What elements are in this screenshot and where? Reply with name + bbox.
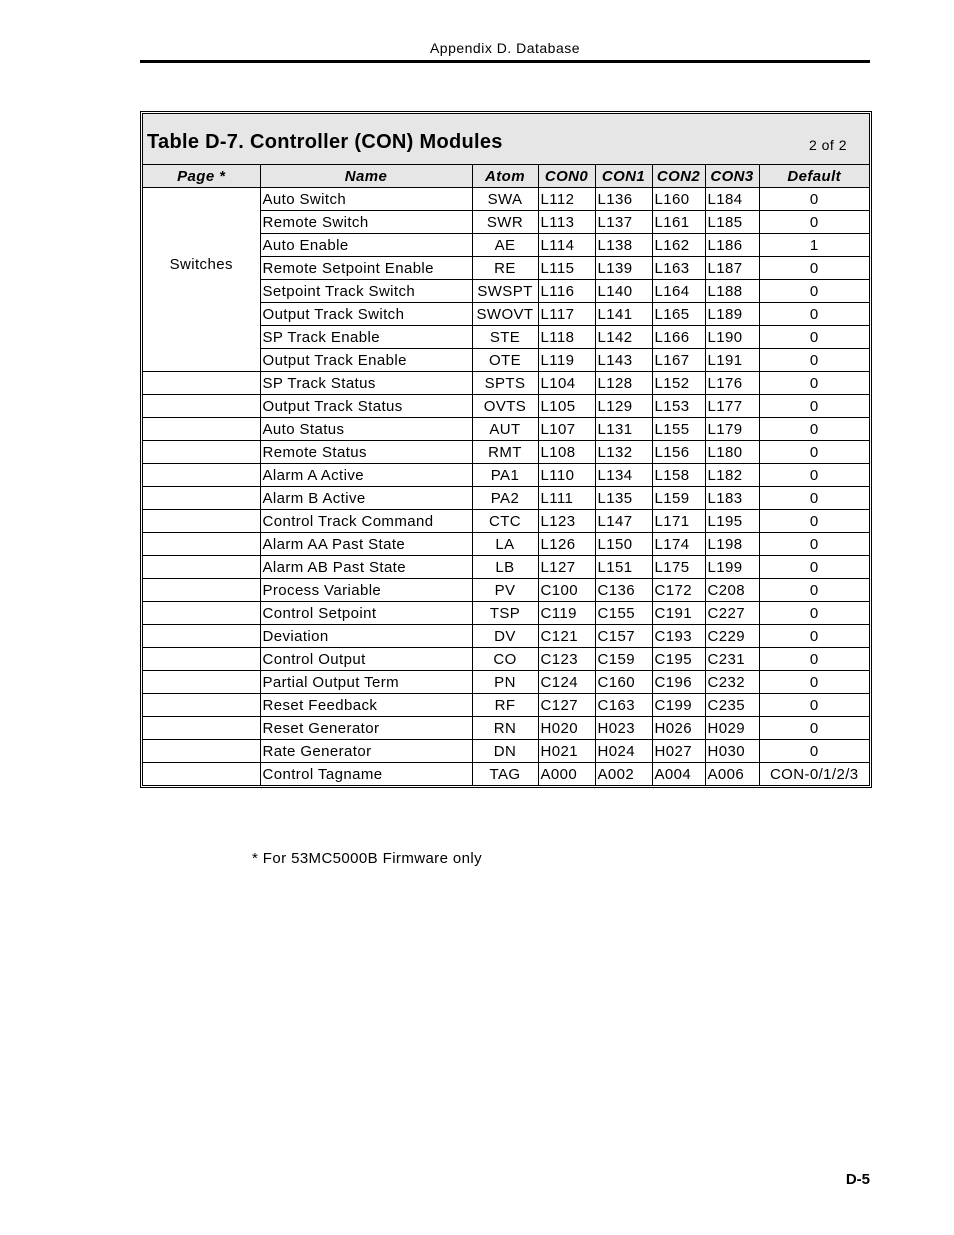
row-con2: L158 <box>652 464 705 487</box>
row-default: 0 <box>759 740 869 763</box>
row-con3: C229 <box>705 625 759 648</box>
row-default: 0 <box>759 395 869 418</box>
row-con2: C195 <box>652 648 705 671</box>
row-name: Control Tagname <box>260 763 472 786</box>
table-row <box>143 579 869 602</box>
row-default: 0 <box>759 510 869 533</box>
table-title: Table D-7. Controller (CON) Modules <box>147 131 503 153</box>
row-default: 0 <box>759 487 869 510</box>
table-row <box>143 625 869 648</box>
row-atom: AE <box>472 234 538 257</box>
row-con2: L175 <box>652 556 705 579</box>
row-atom: PV <box>472 579 538 602</box>
row-con1: L129 <box>595 395 652 418</box>
row-page <box>143 694 260 717</box>
row-con0: L118 <box>538 326 595 349</box>
row-con0: C123 <box>538 648 595 671</box>
row-atom: PA1 <box>472 464 538 487</box>
row-atom: SPTS <box>472 372 538 395</box>
row-con2: L161 <box>652 211 705 234</box>
row-con3: L198 <box>705 533 759 556</box>
column-header-con0: CON0 <box>538 165 595 188</box>
table-row <box>143 510 869 533</box>
row-default: CON-0/1/2/3 <box>759 763 869 786</box>
table-row <box>143 602 869 625</box>
row-con3: L185 <box>705 211 759 234</box>
row-con0: L108 <box>538 441 595 464</box>
row-default: 0 <box>759 418 869 441</box>
row-con0: H021 <box>538 740 595 763</box>
row-con0: C121 <box>538 625 595 648</box>
row-con1: L139 <box>595 257 652 280</box>
row-con3: L182 <box>705 464 759 487</box>
row-default: 0 <box>759 257 869 280</box>
footnote: * For 53MC5000B Firmware only <box>252 850 483 867</box>
row-con1: L147 <box>595 510 652 533</box>
row-atom: OVTS <box>472 395 538 418</box>
row-con2: L167 <box>652 349 705 372</box>
row-con2: L152 <box>652 372 705 395</box>
table-header-row <box>143 165 869 188</box>
row-con1: C163 <box>595 694 652 717</box>
row-page <box>143 395 260 418</box>
row-name: Alarm AA Past State <box>260 533 472 556</box>
row-con1: C157 <box>595 625 652 648</box>
row-name: Control Output <box>260 648 472 671</box>
row-con1: L142 <box>595 326 652 349</box>
row-con0: C124 <box>538 671 595 694</box>
row-default: 0 <box>759 464 869 487</box>
row-con0: C119 <box>538 602 595 625</box>
row-default: 0 <box>759 602 869 625</box>
row-con2: L171 <box>652 510 705 533</box>
row-default: 1 <box>759 234 869 257</box>
row-con2: L153 <box>652 395 705 418</box>
row-con3: L176 <box>705 372 759 395</box>
row-default: 0 <box>759 280 869 303</box>
row-con0: L126 <box>538 533 595 556</box>
row-page <box>143 533 260 556</box>
row-page <box>143 717 260 740</box>
row-con3: L189 <box>705 303 759 326</box>
row-name: Remote Status <box>260 441 472 464</box>
row-con0: L107 <box>538 418 595 441</box>
table-inner <box>142 113 870 786</box>
row-page <box>143 510 260 533</box>
row-page <box>143 372 260 395</box>
row-con2: L155 <box>652 418 705 441</box>
row-con1: C160 <box>595 671 652 694</box>
row-default: 0 <box>759 372 869 395</box>
row-con0: L105 <box>538 395 595 418</box>
row-page <box>143 671 260 694</box>
row-con2: L160 <box>652 188 705 211</box>
row-con2: L156 <box>652 441 705 464</box>
row-con1: L136 <box>595 188 652 211</box>
row-con0: L110 <box>538 464 595 487</box>
row-atom: LB <box>472 556 538 579</box>
row-con2: L164 <box>652 280 705 303</box>
row-con2: L159 <box>652 487 705 510</box>
row-con3: C232 <box>705 671 759 694</box>
row-con0: L113 <box>538 211 595 234</box>
row-con3: L199 <box>705 556 759 579</box>
row-default: 0 <box>759 211 869 234</box>
row-page <box>143 625 260 648</box>
row-name: Output Track Enable <box>260 349 472 372</box>
table-row <box>143 763 869 786</box>
row-con0: L127 <box>538 556 595 579</box>
row-name: Remote Switch <box>260 211 472 234</box>
row-name: Control Setpoint <box>260 602 472 625</box>
row-con3: L183 <box>705 487 759 510</box>
row-name: Auto Enable <box>260 234 472 257</box>
row-con3: L187 <box>705 257 759 280</box>
row-page <box>143 418 260 441</box>
row-atom: CO <box>472 648 538 671</box>
row-con1: L128 <box>595 372 652 395</box>
row-default: 0 <box>759 579 869 602</box>
row-con1: C136 <box>595 579 652 602</box>
column-header-page: Page * <box>143 165 260 188</box>
row-con3: L177 <box>705 395 759 418</box>
page-number: D-5 <box>845 1171 870 1188</box>
row-con2: L163 <box>652 257 705 280</box>
table-row <box>143 740 869 763</box>
row-default: 0 <box>759 349 869 372</box>
row-name: Reset Generator <box>260 717 472 740</box>
row-con1: L151 <box>595 556 652 579</box>
row-atom: OTE <box>472 349 538 372</box>
row-con0: L123 <box>538 510 595 533</box>
row-con3: C231 <box>705 648 759 671</box>
row-con3: L188 <box>705 280 759 303</box>
row-con3: H029 <box>705 717 759 740</box>
row-con3: L190 <box>705 326 759 349</box>
row-con2: L162 <box>652 234 705 257</box>
row-con0: L115 <box>538 257 595 280</box>
row-name: Output Track Status <box>260 395 472 418</box>
row-name: Alarm A Active <box>260 464 472 487</box>
row-default: 0 <box>759 188 869 211</box>
row-default: 0 <box>759 671 869 694</box>
table-caption <box>143 114 869 165</box>
row-page <box>143 602 260 625</box>
row-default: 0 <box>759 326 869 349</box>
row-atom: LA <box>472 533 538 556</box>
row-atom: RMT <box>472 441 538 464</box>
row-con0: C100 <box>538 579 595 602</box>
row-name: Output Track Switch <box>260 303 472 326</box>
row-con1: A002 <box>595 763 652 786</box>
row-con1: H024 <box>595 740 652 763</box>
column-header-con3: CON3 <box>705 165 759 188</box>
row-con0: A000 <box>538 763 595 786</box>
row-con2: C199 <box>652 694 705 717</box>
row-con1: H023 <box>595 717 652 740</box>
row-con0: L114 <box>538 234 595 257</box>
controller-modules-table <box>143 165 869 785</box>
row-atom: TAG <box>472 763 538 786</box>
row-page <box>143 763 260 786</box>
row-page <box>143 648 260 671</box>
row-con2: H027 <box>652 740 705 763</box>
row-name: Alarm AB Past State <box>260 556 472 579</box>
row-atom: RF <box>472 694 538 717</box>
column-header-name: Name <box>260 165 472 188</box>
row-atom: STE <box>472 326 538 349</box>
row-atom: DV <box>472 625 538 648</box>
row-con1: L137 <box>595 211 652 234</box>
row-con0: L116 <box>538 280 595 303</box>
row-con3: H030 <box>705 740 759 763</box>
row-con1: L135 <box>595 487 652 510</box>
column-header-con1: CON1 <box>595 165 652 188</box>
table-row <box>143 418 869 441</box>
row-con0: L104 <box>538 372 595 395</box>
row-con3: L195 <box>705 510 759 533</box>
row-con2: L165 <box>652 303 705 326</box>
row-page <box>143 556 260 579</box>
table-row <box>143 188 869 211</box>
row-name: Partial Output Term <box>260 671 472 694</box>
row-name: Auto Switch <box>260 188 472 211</box>
row-con3: L180 <box>705 441 759 464</box>
row-con0: L112 <box>538 188 595 211</box>
row-con3: A006 <box>705 763 759 786</box>
row-atom: SWSPT <box>472 280 538 303</box>
table-row <box>143 533 869 556</box>
row-default: 0 <box>759 556 869 579</box>
row-atom: SWOVT <box>472 303 538 326</box>
row-atom: PN <box>472 671 538 694</box>
row-con0: L117 <box>538 303 595 326</box>
row-page-group-label: Switches <box>143 188 260 372</box>
row-con2: A004 <box>652 763 705 786</box>
table-row <box>143 671 869 694</box>
column-header-default: Default <box>759 165 869 188</box>
row-con2: C196 <box>652 671 705 694</box>
row-con1: L143 <box>595 349 652 372</box>
row-con1: C155 <box>595 602 652 625</box>
row-con1: L150 <box>595 533 652 556</box>
row-name: Deviation <box>260 625 472 648</box>
row-atom: TSP <box>472 602 538 625</box>
table-body <box>143 188 869 786</box>
table-row <box>143 648 869 671</box>
row-default: 0 <box>759 648 869 671</box>
row-con3: L184 <box>705 188 759 211</box>
row-atom: DN <box>472 740 538 763</box>
row-con1: L132 <box>595 441 652 464</box>
row-page <box>143 740 260 763</box>
row-con2: H026 <box>652 717 705 740</box>
row-name: Auto Status <box>260 418 472 441</box>
row-con1: L134 <box>595 464 652 487</box>
row-con0: H020 <box>538 717 595 740</box>
row-name: SP Track Status <box>260 372 472 395</box>
table-frame <box>140 111 872 788</box>
row-page <box>143 487 260 510</box>
header-rule <box>140 60 870 63</box>
row-atom: SWR <box>472 211 538 234</box>
row-name: Process Variable <box>260 579 472 602</box>
row-con2: C191 <box>652 602 705 625</box>
row-page <box>143 464 260 487</box>
row-con1: L141 <box>595 303 652 326</box>
row-atom: RE <box>472 257 538 280</box>
table-row <box>143 372 869 395</box>
table-row <box>143 441 869 464</box>
table-row <box>143 487 869 510</box>
column-header-con2: CON2 <box>652 165 705 188</box>
row-name: Reset Feedback <box>260 694 472 717</box>
row-con3: L186 <box>705 234 759 257</box>
row-page <box>143 441 260 464</box>
row-name: Rate Generator <box>260 740 472 763</box>
row-con0: L111 <box>538 487 595 510</box>
table-row <box>143 464 869 487</box>
row-atom: AUT <box>472 418 538 441</box>
row-default: 0 <box>759 694 869 717</box>
row-con0: C127 <box>538 694 595 717</box>
table-page-indicator: 2 of 2 <box>808 137 847 153</box>
row-atom: PA2 <box>472 487 538 510</box>
row-default: 0 <box>759 625 869 648</box>
table-row <box>143 717 869 740</box>
row-con2: C172 <box>652 579 705 602</box>
row-con1: C159 <box>595 648 652 671</box>
row-con3: C208 <box>705 579 759 602</box>
row-atom: CTC <box>472 510 538 533</box>
row-con3: L191 <box>705 349 759 372</box>
running-header: Appendix D. Database <box>429 40 581 56</box>
row-con1: L140 <box>595 280 652 303</box>
row-con2: L174 <box>652 533 705 556</box>
row-atom: RN <box>472 717 538 740</box>
row-con3: C227 <box>705 602 759 625</box>
row-default: 0 <box>759 533 869 556</box>
row-atom: SWA <box>472 188 538 211</box>
row-name: Remote Setpoint Enable <box>260 257 472 280</box>
row-page <box>143 579 260 602</box>
row-con1: L138 <box>595 234 652 257</box>
table-row <box>143 556 869 579</box>
row-con1: L131 <box>595 418 652 441</box>
table-row <box>143 694 869 717</box>
row-con0: L119 <box>538 349 595 372</box>
row-con3: L179 <box>705 418 759 441</box>
row-name: Setpoint Track Switch <box>260 280 472 303</box>
row-name: SP Track Enable <box>260 326 472 349</box>
row-con2: C193 <box>652 625 705 648</box>
column-header-atom: Atom <box>472 165 538 188</box>
row-name: Alarm B Active <box>260 487 472 510</box>
row-con2: L166 <box>652 326 705 349</box>
row-default: 0 <box>759 303 869 326</box>
row-default: 0 <box>759 717 869 740</box>
row-con3: C235 <box>705 694 759 717</box>
row-default: 0 <box>759 441 869 464</box>
row-name: Control Track Command <box>260 510 472 533</box>
table-row <box>143 395 869 418</box>
